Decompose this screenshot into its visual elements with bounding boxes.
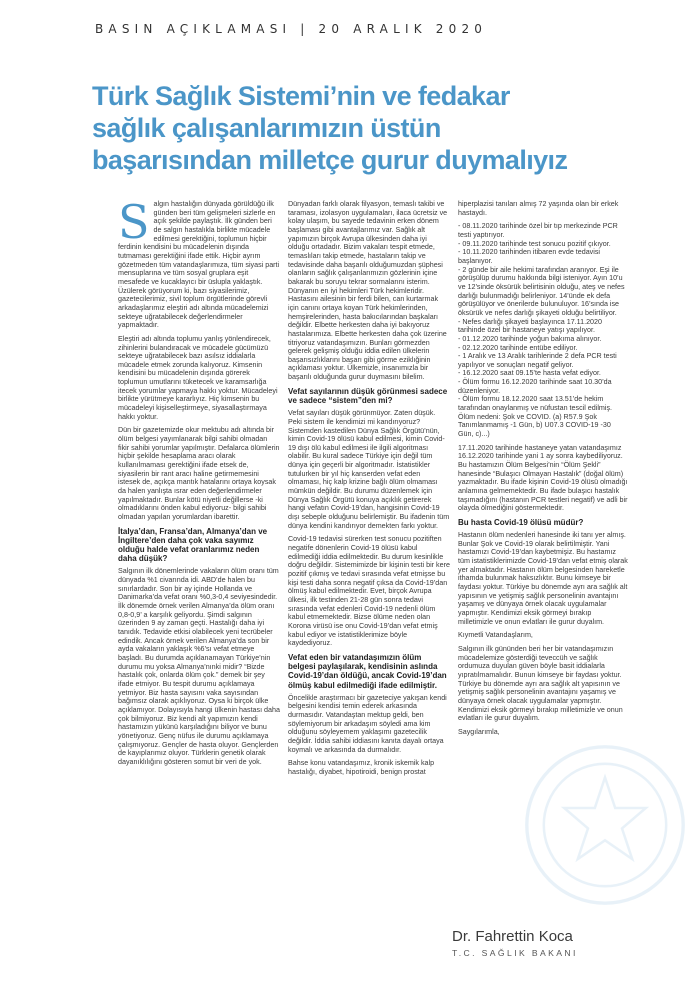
article-column-2 xyxy=(288,200,450,960)
press-release-header: BASIN AÇIKLAMASI | 20 ARALIK 2020 xyxy=(95,22,488,36)
paragraph: Dün bir gazetemizde okur mektubu adı altında bir ölüm belgesi yayımlanarak bilgi sahibi olmadan fikir sahibi yorumlar yapılmıştır. Defalarca ölümlerin hiçbir şekilde hesaplama aracı olarak kullanılmaması gerektiğini ifade etsek de, siyasilerin bir rant aracı haline getirmemesini istesek de, açıkça mantık hatalarını ortaya koysak da halen yanlışta ısrar eden değerlendirmeler yapılmaktadır. Bunlar kötü niyetli değillerse -ki olmadıklarını önden kabul ediyoruz- bilgi sahibi olmadan yapılan yorumlardan ibarettir. xyxy=(118,426,280,521)
headline-line-3: başarısından milletçe gurur duymalıyız xyxy=(92,145,568,175)
timeline-item: - 08.11.2020 tarihinde özel bir tıp merkezinde PCR testi yaptırıyor. xyxy=(458,222,618,239)
article-body xyxy=(118,200,638,960)
timeline-item: - Nefes darlığı şikayeti başlayınca 17.11.2020 tarihinde özel bir hastaneye yatışı yapılıyor. xyxy=(458,317,602,335)
timeline-item: - Ölüm formu 18.12.2020 saat 13.51’de hekim tarafından onaylanmış ve nüfustan tescil edilmiş. Ölüm nedeni: Şok ve COVID. (a) R57.9 Şok Tanımlanmamış -1 Gün, b) U07.3 COVID-19 -30 Gün, c)...) xyxy=(458,395,613,439)
article-column-1 xyxy=(118,200,280,960)
headline-line-1: Türk Sağlık Sistemi’nin ve fedakar xyxy=(92,81,510,111)
drop-cap: S xyxy=(118,200,150,249)
section-heading: İtalya’dan, Fransa’dan, Almanya’dan ve İngiltere’den daha çok vaka sayımız olduğu halde vefat oranlarımız neden daha düşük? xyxy=(118,526,268,564)
section-heading: Bu hasta Covid-19 ölüsü müdür? xyxy=(458,517,584,527)
section-heading: Vefat eden bir vatandaşımızın ölüm belgesi paylaşılarak, kendisinin aslında Covid-19’dan öldüğü, ancak Covid-19’dan ölmüş kabul edilmediği ifade edilmiştir. xyxy=(288,652,447,690)
paragraph: hiperplazisi tanıları almış 72 yaşında olan bir erkek hastaydı. xyxy=(458,200,619,217)
paragraph: Vefat sayıları düşük görünmüyor. Zaten düşük. Peki sistem ile kendimizi mi kandırıyoruz? Sistemden kastedilen Dünya Sağlık Örgütü’nün, kimin Covid-19 ölüsü kabul edilmesi, kimin Covid-19 dışı ölü kabul edilmesi ile ilgili algoritması olabilir. Bu kural sadece Türkiye için değil tüm dünya için geçerli bir algoritmadır. İstatistikler tutulurken bir yıl hiç kanserden vefat eden olmaması, hiç kalp krizine bağlı ölüm olmaması mümkün değildir. Bu durumu düzenlemek için Dünya Sağlık Örgütü konuya açıklık getirerek hangi vefatın Covid-19’dan, hangisinin Covid-19 dışı sebeple olduğunu belirlemiştir. Bu ifadenin tüm dünya kendini kandırıyor demekten farkı yoktur. xyxy=(288,409,450,530)
paragraph: Bahse konu vatandaşımız, kronik iskemik kalp hastalığı, diyabet, hipotiroidi, benign prostat xyxy=(288,759,435,776)
signature-block xyxy=(452,928,632,958)
headline-line-2: sağlık çalışanlarımızın üstün xyxy=(92,113,441,143)
paragraph: Eleştiri adı altında toplumu yanlış yönlendirecek, zihinlerini bulandıracak ve mücadele gücümüzü sekteye uğratabilecek bazı asılsız iddialarla mücadele etmek zorunda kalıyoruz. Kimsenin kendisini bu mücadelenin dışında görerek toplumun umutlarını tüketecek ve karamsarlığa itecek yorumlar yapmaya hakkı yoktur. Mücadeleyi birlikte yürütmeye kararlıyız. Hiç kimsenin bu mücadeleyi kişiselleştirmeye, siyasallaştırmaya hakkı yoktur. xyxy=(118,334,278,421)
timeline-item: - 01.12.2020 tarihinde yoğun bakıma alınıyor. xyxy=(458,334,602,343)
paragraph: Öncelikle araştırmacı bir gazeteciye yakışan kendi belgesini kendisi temin ederek arkasında durmasıdır. Vatandaştan mektup geldi, ben söylemiyorum bir arkadaşım söyledi ama kim olduğunu söyleyemem yaklaşımı gazetecilik değildir. İddia sahibi iddiasını kanıta dayalı ortaya koymalı ve arkasında da durmalıdır. xyxy=(288,693,447,754)
timeline-item: - Ölüm formu 16.12.2020 tarihinde saat 10.30’da düzenleniyor. xyxy=(458,378,612,395)
paragraph: Dünyadan farklı olarak filyasyon, temaslı takibi ve taraması, izolasyon uygulamaları, ilaca ücretsiz ve kolay ulaşım, bu sayede tedavinin erken dönem başlaması gibi avantajlarımız var. Sağlık alt yapımızın birçok Avrupa ülkesinden daha iyi olduğu ortadadır. Bizim vakaları tespit etmede, temaslıları takip etmede, hastaların takip ve tedavisinde daha başarılı olduğumuzdan şüphesi olanların sağlık çalışanlarımızın gözlerinin içine bakarak bu soruyu tekrar sormalarını isterim. Dünyanın en iyi hekimleri Türk hekimleridir. Hastasını ailesinin bir ferdi bilen, can kurtarmak için canını ortaya koyan Türk hekimlerinden, hemşirelerinden, hasta bakıcılarından başkaları değildir. Elbette herkesten daha iyi bakıyoruz hastalarımıza. Elbette herkesten daha çok üzerine titriyoruz vatandaşımızın. Bunları görmezden gelerek gelişmiş olduğu iddia edilen ülkelerin başarısızlıklarını başarı gibi görme eziklığinin açıklaması yoktur. Ülkemizle, insanımızla bir başarılı olduğunda gurur duymasını bilelim. xyxy=(288,200,448,382)
timeline-item: - 16.12.2020 saat 09.15’te hasta vefat ediyor. xyxy=(458,369,601,378)
paragraph: Hastanın ölüm nedenleri hanesinde iki tanı yer almış. Bunlar Şok ve Covid-19 olarak belirtilmiştir. Yani hastamızı Covid-19’dan kaybetmişiz. Bu hastamız tüm istatistiklerimizde Covid-19’dan vefat etmiş olarak yer almaktadır. Hastanın ölüm belgesinden hareketle ithamda bulunmak haksızlıktır. Bunu kimseye bir faydası yoktur. Türkiye bu dönemde ayrı ara sağlık alt yapısının ve yetişmiş sağlık personelinin avantajını yaşamış ve dünyaya örnek olacak uygulamalar yapmıştır. Kendimizi eksik görmeyi bırakıp milletimizle ve onun evlatları ile gurur duyalım. xyxy=(458,531,628,626)
timeline-item: - 02.12.2020 tarihinde entübe ediliyor. xyxy=(458,343,578,352)
paragraph: Covid-19 tedavisi sürerken test sonucu pozitiften negatife dönenlerin Covid-19 ölüsü kabul edilmediği iddia edilmektedir. Bu durum kesinlikle doğru değildir. Sistemimizde bir kişinin testi bir kere pozitif çıkmış ve tedavi sırasında vefat etmişse bu kişi testi daha sonra negatif çıksa da Covid-19’dan ölmüş kabul edilmektedir. Evet, birçok Avrupa ülkesi, ilk testinden 21-28 gün sonra tedavi sırasında vefat edenleri Covid-19 nedenli ölüm kabul etmemektedir. Bizse ölüme neden olan Korona virüsü ise onu Covid-19’dan vefat etmiş kabul ediyor ve istatistiklerimize böyle kaydediyoruz. xyxy=(288,535,450,648)
signatory-title: T.C. SAĞLIK BAKANI xyxy=(452,948,578,958)
timeline-list xyxy=(458,222,628,438)
paragraph: Salgının ilk dönemlerinde vakaların ölüm oranı tüm dünyada %1 civarında idi. ABD’de halen bu sınırlardadır. Son bir ay içinde Hollanda ve Danimarka’da vefat oranı %0,3-0,4 seviyesindedir. İlk dönemde örnek verilen Almanya’da ölüm oranı 0,8-0,9’ a karşılık geliyordu. Şimdi salgının üzerinden 9 ay zaman geçti. Hastalığı daha iyi tanıdık. Tedavide etkisi olabilecek yeni tecrübeler edindik. Ancak örnek verilen Almanya’da son bir ayda vakaların yaklaşık %6’sı vefat etmeye başladı. Bu durumda açıklanamayan Türkiye’nin durumu mu yoksa Almanya’nınki midir? “Bizde hastalık çok, onlarda ölüm çok.” demek bir şey ifade etmiyor. Bu tespit durumu açıklamaya yetmiyor. Biz hasta sayısını vaka sayısından bağımsız olarak açıklıyoruz. Oysa ki birçok ülke açıklamıyor. Dolayısıyla hangi ülkenin hastası daha çok bilmiyoruz. Biz kendi alt yapımızın kendi hastamızın yükünü karşıladığını biliyor ve bunu yönetiyoruz. Genç nüfus ile durumu açıklamaya çalışmıyoruz. Gençler de hasta oluyor. Gençlerden de kayıplarımız oluyor. Türklerin genetik olarak dayanıklılığını gösteren somut bir veri de yok. xyxy=(118,567,280,766)
headline xyxy=(92,80,652,176)
timeline-item: - 10.11.2020 tarihinden itibaren evde tedavisi başlanıyor. xyxy=(458,248,600,265)
timeline-item: - 09.11.2020 tarihinde test sonucu pozitif çıkıyor. xyxy=(458,239,611,248)
paragraph: algın hastalığın dünyada görüldüğü ilk günden beri tüm gelişmeleri sizlerle en açık şekilde paylaştık. İlk günden beri de salgın hastalıkla birlikte mücadele edilmesi gerektiğini, toplumun hiçbir ferdinin kendisini bu mücadelenin dışında tutmaması gerektiğini ifade ettik. Hiçbir ayrım gözetmeden tüm vatandaşlarımıza, tüm siyasi parti mensuplarına ve tüm sosyal gruplara eşit mesafede ve kucaklayıcı bir üslupla yaklaştık. Üzülerek görüyorum ki, bazı siyasilerimiz, gazetecilerimiz, sivil toplum örgütlerinde görevli arkadaşlarımız eleştiri adı altında mücadelemizi sekteye uğratabilecek değerlendirmeler yapmaktadır. xyxy=(118,200,280,330)
closing-salutation: Saygılarımla, xyxy=(458,727,500,736)
paragraph: Salgının ilk gününden beri her bir vatandaşımızın mücadelemize gösterdiği teveccüh ve sağlık ordumuza duyulan güven böyle basit iddialarla yıpratılmamalıdır. Bunun kimseye bir faydası yoktur. Türkiye bu dönemde ayrı ara sağlık alt yapısının ve yetişmiş sağlık personelinin avantajını yaşamış ve dünyaya örnek olacak uygulamalar yapmıştır. Kendimizi eksik görmeyi bırakıp milletimizle ve onun evlatları ile gurur duyalım. xyxy=(458,645,623,723)
section-heading: Vefat sayılarının düşük görünmesi sadece ve sadece “sistem”den mi? xyxy=(288,386,448,405)
paragraph: 17.11.2020 tarihinde hastaneye yatan vatandaşımız 16.12.2020 tarihinde yani 1 ay sonra kaybediliyoruz. Bu hastamızın Ölüm Belgesi’nin “Ölüm Şekli” hanesinde “Bulaşıcı Olmayan Hastalık” (doğal ölüm) yazmaktadır. Bu ifade kişinin Covid-19 ölüsü olmadığı anlamına gelmemektedir. Bu ifade bulaşıcı hastalık taşımadığını (hastanın PCR testleri negatif) ve adli bir olayda ölmediğini göstermektedir. xyxy=(458,443,628,513)
paragraph: Kıymetli Vatandaşlarım, xyxy=(458,631,533,640)
signatory-name: Dr. Fahrettin Koca xyxy=(452,928,573,945)
timeline-item: - 1 Aralık ve 13 Aralık tarihlerinde 2 defa PCR testi yapılıyor ve sonuçları negatif geliyor. xyxy=(458,352,617,369)
article-column-3 xyxy=(458,200,628,960)
timeline-item: - 2 günde bir aile hekimi tarafından aranıyor. Eşi ile görüşülüp durumu hakkında bilgi isteniyor. Ayın 10’u ve 12’sinde öksürük belirtisinin olduğu, ateş ve nefes darlığı bulunmadığı belirleniyor. 14’ünde ek defa görüşülüyor ve önerilerde bulunuluyor. 16’sında ise öksürük ve nefes darlığı şikayeti olduğu belirtiliyor. xyxy=(458,265,625,317)
